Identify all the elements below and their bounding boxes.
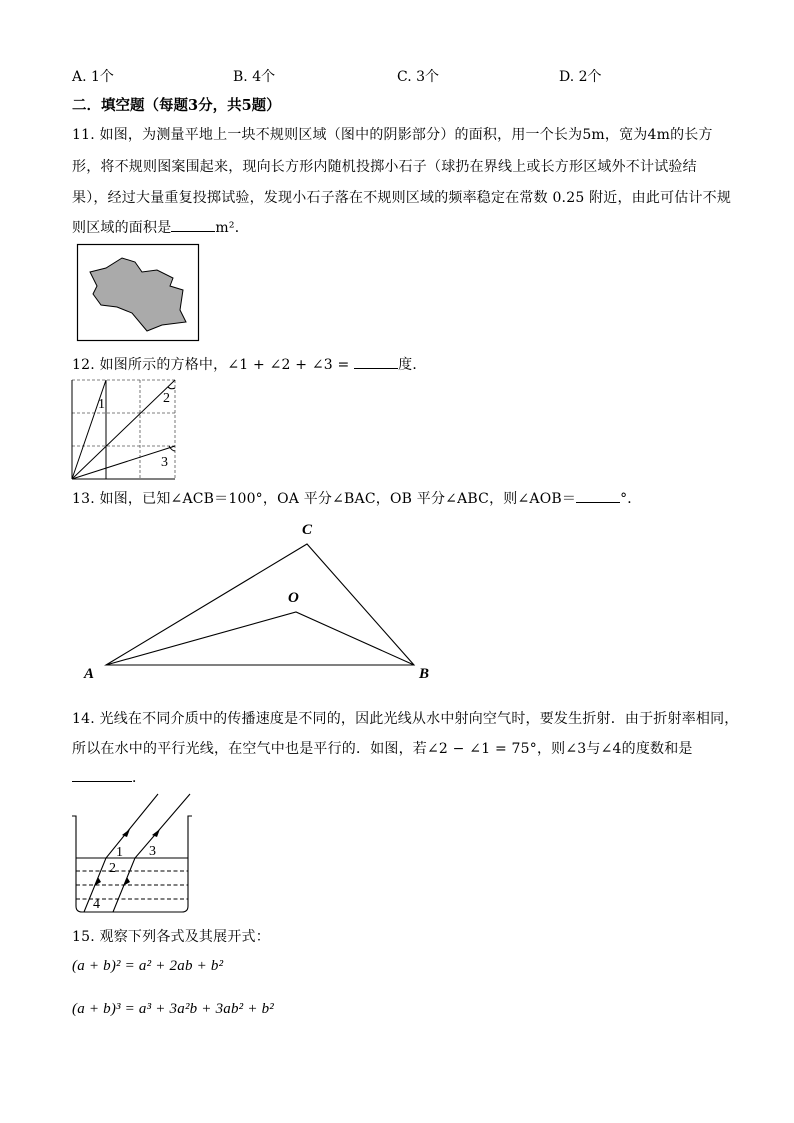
angle-label-1: 1 [116,845,123,860]
q15-equation-1: (a + b)² = a² + 2ab + b² [72,958,224,974]
angle-label-4: 4 [93,897,100,912]
irregular-region [90,258,186,331]
q11-unit: m²． [215,220,249,236]
q14-line3 [72,767,146,787]
q15-intro: 15. 观察下列各式及其展开式： [72,929,270,945]
point-label-c: C [302,522,313,538]
figure-11 [77,244,201,342]
q11-line2: 形，将不规则图案围起来，现向长方形内随机投掷小石子（球扔在界线上或长方形区域外不计试验结 [72,159,697,175]
q13-unit: °． [620,491,642,507]
q12-unit: 度． [398,357,427,373]
option-b: B. 4个 [233,69,276,85]
q11-line4 [72,217,249,237]
point-label-o: O [288,590,299,606]
answer-blank-11[interactable] [171,219,215,232]
figure-13 [80,512,440,682]
answer-blank-12[interactable] [354,356,398,369]
q14-end: ． [132,770,147,786]
q12-text: 12. 如图所示的方格中，∠1 + ∠2 + ∠3 = [72,357,355,373]
section-title: 二．填空题（每题3分，共5题） [72,97,281,114]
q15-equation-2: (a + b)³ = a³ + 3a²b + 3ab² + b² [72,1001,274,1017]
angle-label-3: 3 [161,455,168,470]
q11-line4-text: 则区域的面积是 [72,220,172,236]
q11-line1: 11. 如图，为测量平地上一块不规则区域（图中的阴影部分）的面积，用一个长为5m，宽为4m的长方 [72,127,713,143]
q13-line [72,488,641,508]
figure-14 [70,792,195,916]
angle-label-3: 3 [149,844,156,859]
option-a: A. 1个 [72,69,114,85]
figure-12 [72,380,178,482]
option-d: D. 2个 [559,69,602,85]
angle-label-2: 2 [163,391,170,406]
q14-line2: 所以在水中的平行光线，在空气中也是平行的．如图，若∠2 − ∠1 = 75°，则∠3与∠4的度数和是 [72,741,693,757]
option-c: C. 3个 [397,69,440,85]
answer-blank-14[interactable] [72,767,132,782]
point-label-b: B [419,666,430,682]
point-label-a: A [84,666,95,682]
angle-label-1: 1 [98,397,105,412]
angle-label-2: 2 [109,861,116,876]
q12-line [72,354,427,374]
q13-text: 13. 如图，已知∠ACB＝100°，OA 平分∠BAC，OB 平分∠ABC，则∠AOB＝ [72,491,577,507]
q11-line3: 果），经过大量重复投掷试验，发现小石子落在不规则区域的频率稳定在常数 0.25 附近，由此可估计不规 [72,190,732,206]
answer-blank-13[interactable] [576,490,620,503]
q14-line1: 14. 光线在不同介质中的传播速度是不同的，因此光线从水中射向空气时，要发生折射．由于折射率相同， [72,711,739,727]
